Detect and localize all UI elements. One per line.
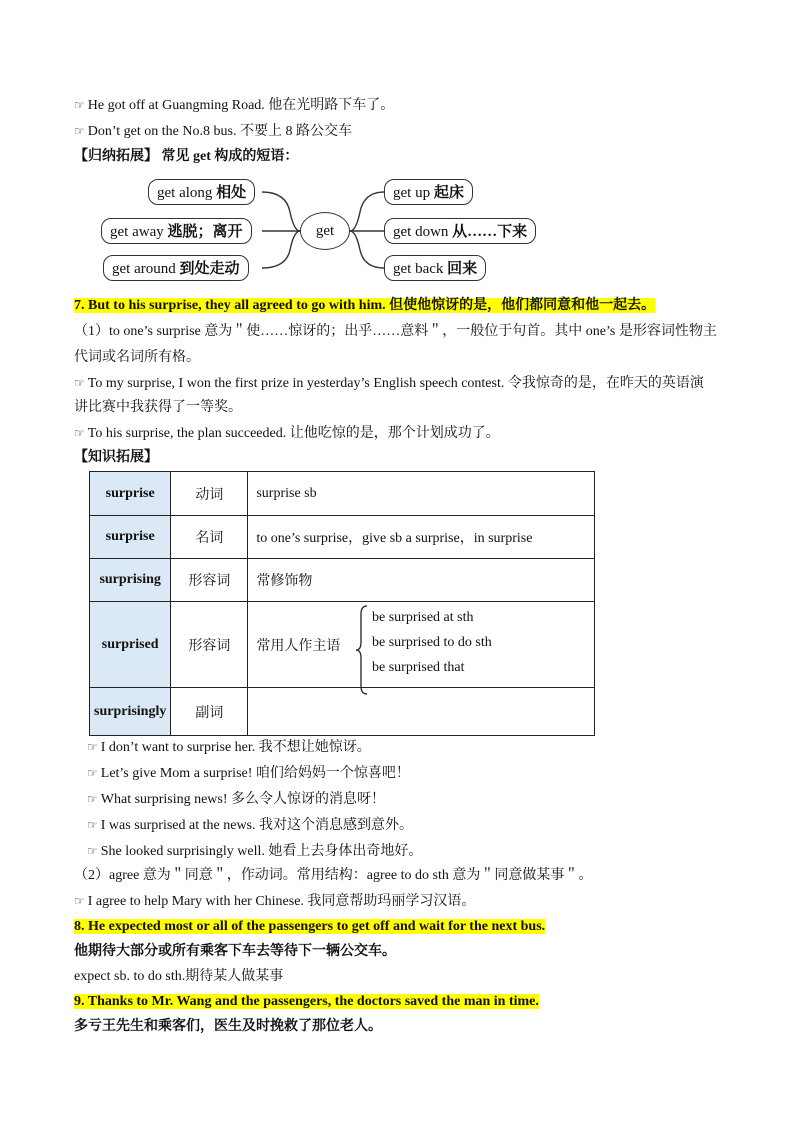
table-cell-word: surprisingly <box>90 688 171 736</box>
table-cell-pos: 名词 <box>171 516 248 559</box>
agree-note: （2）agree 意为＂同意＂，作动词。常用结构：agree to do sth 意为＂同意做某事＂。 <box>74 868 593 883</box>
item-8-translation: 他期待大部分或所有乘客下车去等待下一辆公交车。 <box>74 944 396 959</box>
table-cell-word: surprise <box>90 516 171 559</box>
example-line: ☞ To his surprise, the plan succeeded. 让他吃惊的是，那个计划成功了。 <box>74 426 500 441</box>
table-cell-usage: surprise sb <box>248 472 595 516</box>
table-cell-word: surprised <box>90 602 171 688</box>
table-row <box>90 688 595 736</box>
example-line: ☞ She looked surprisingly well. 她看上去身体出奇地好。 <box>87 844 423 859</box>
pointing-hand-icon: ☞ <box>87 792 98 806</box>
example-line: ☞ What surprising news! 多么令人惊讶的消息呀！ <box>87 792 386 807</box>
pointing-hand-icon: ☞ <box>87 740 98 754</box>
item-9-title: 9. Thanks to Mr. Wang and the passengers, the doctors saved the man in time. <box>74 994 539 1009</box>
table-row <box>90 559 595 602</box>
item-9-translation: 多亏王先生和乘客们，医生及时挽救了那位老人。 <box>74 1019 382 1034</box>
table-cell-pos: 动词 <box>171 472 248 516</box>
table-row <box>90 472 595 516</box>
table-cell-usage: 常修饰物 <box>248 559 595 602</box>
item-7-title: 7. But to his surprise, they all agreed to go with him. 但使他惊讶的是，他们都同意和他一起去。 <box>74 298 656 313</box>
item-7-note-line1: （1）to one’s surprise 意为＂使……惊讶的；出乎……意料＂，一般位于句首。其中 one’s 是形容词性物主 <box>74 324 717 339</box>
mindmap-node-get-back: get back 回来 <box>384 255 486 281</box>
example-line: ☞ He got off at Guangming Road. 他在光明路下车了。 <box>74 98 395 113</box>
list-item: be surprised that <box>372 660 465 675</box>
table-cell-pos: 形容词 <box>171 602 248 688</box>
example-line: ☞ Let’s give Mom a surprise! 咱们给妈妈一个惊喜吧！ <box>87 766 410 781</box>
table-cell-usage: to one’s surprise，give sb a surprise，in surprise <box>248 516 595 559</box>
table-cell-pos: 形容词 <box>171 559 248 602</box>
pointing-hand-icon: ☞ <box>87 844 98 858</box>
mindmap-node-get-down: get down 从……下来 <box>384 218 536 244</box>
item-7-note-line2: 代词或名词所有格。 <box>74 350 200 365</box>
table-cell-usage <box>248 688 595 736</box>
mindmap-node-get-away: get away 逃脱；离开 <box>101 218 252 244</box>
example-line-continuation: 讲比赛中我获得了一等奖。 <box>74 400 242 415</box>
mindmap-node-get-around: get around 到处走动 <box>103 255 249 281</box>
list-item: be surprised at sth <box>372 610 474 625</box>
table-cell-usage: 常用人作主语 <box>248 602 595 688</box>
word-forms-table <box>89 471 595 736</box>
mindmap-node-get-up: get up 起床 <box>384 179 473 205</box>
mindmap-node-get-along: get along 相处 <box>148 179 255 205</box>
pointing-hand-icon: ☞ <box>74 376 85 390</box>
pointing-hand-icon: ☞ <box>74 426 85 440</box>
table-cell-word: surprising <box>90 559 171 602</box>
pointing-hand-icon: ☞ <box>74 894 85 908</box>
item-8-title: 8. He expected most or all of the passengers to get off and wait for the next bus. <box>74 919 546 934</box>
list-item: be surprised to do sth <box>372 635 492 650</box>
table-cell-pos: 副词 <box>171 688 248 736</box>
example-line: ☞ I was surprised at the news. 我对这个消息感到意外。 <box>87 818 414 833</box>
mindmap-center-get: get <box>300 212 350 250</box>
section-heading-summary: 【归纳拓展】 常见 get 构成的短语： <box>74 149 299 164</box>
example-line: ☞ I agree to help Mary with her Chinese. 我同意帮助玛丽学习汉语。 <box>74 894 476 909</box>
surprised-usage-list <box>372 605 492 680</box>
curly-brace-icon <box>355 604 371 696</box>
pointing-hand-icon: ☞ <box>87 818 98 832</box>
example-line: ☞ Don’t get on the No.8 bus. 不要上 8 路公交车 <box>74 124 352 139</box>
pointing-hand-icon: ☞ <box>74 98 85 112</box>
pointing-hand-icon: ☞ <box>74 124 85 138</box>
table-cell-word: surprise <box>90 472 171 516</box>
example-line: ☞ I don’t want to surprise her. 我不想让她惊讶。 <box>87 740 371 755</box>
table-row <box>90 516 595 559</box>
table-row <box>90 602 595 688</box>
example-line: ☞ To my surprise, I won the first prize in yesterday’s English speech contest. 令我惊奇的是，在昨天的英语演 <box>74 376 704 391</box>
item-8-note: expect sb. to do sth.期待某人做某事 <box>74 969 284 984</box>
pointing-hand-icon: ☞ <box>87 766 98 780</box>
section-heading-knowledge: 【知识拓展】 <box>74 450 158 465</box>
